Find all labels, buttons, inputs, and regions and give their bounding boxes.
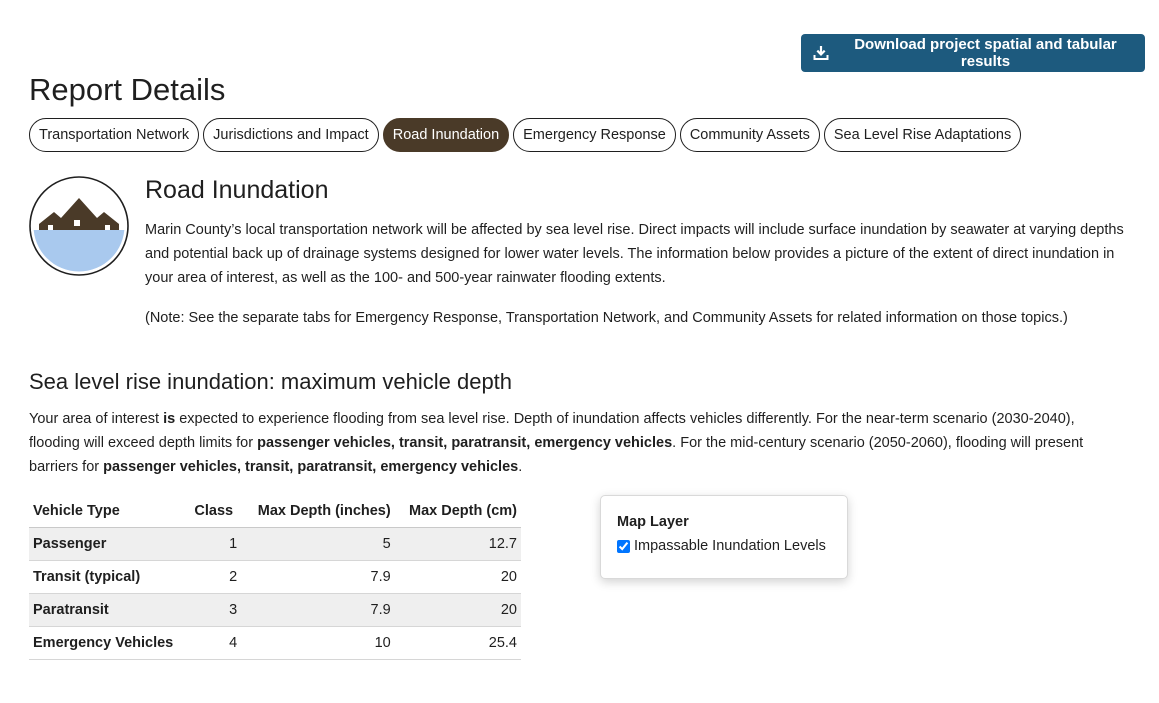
class-cell: 3 [190, 594, 241, 627]
tab-road-inundation[interactable]: Road Inundation [383, 118, 509, 152]
vehicle-type-cell: Transit (typical) [29, 561, 190, 594]
depth-cm-cell: 12.7 [395, 528, 521, 561]
impassable-inundation-option[interactable] [617, 538, 831, 554]
flooded-houses-icon [29, 176, 129, 276]
map-layer-title: Map Layer [617, 514, 689, 530]
mid-century-vehicles: passenger vehicles, transit, paratransit, emergency vehicles [103, 459, 519, 475]
vehicle-type-cell: Paratransit [29, 594, 190, 627]
report-tabs [29, 118, 1025, 152]
download-results-label: Download project spatial and tabular results [854, 36, 1117, 70]
depth-cm-cell: 20 [395, 594, 521, 627]
slr-text-2: expected to experience flooding from sea level rise. Depth of inundation affects vehicles differently. For the near-term scenario (2030-2040), flooding will exceed depth limits for [29, 411, 1075, 451]
slr-paragraph [29, 407, 1129, 479]
download-results-button[interactable] [801, 34, 1145, 72]
page-title: Report Details [29, 72, 226, 107]
depth-inches-cell: 5 [241, 528, 394, 561]
intro-paragraph: Marin County’s local transportation network will be affected by sea level rise. Direct impacts will include surface inundation by seawater at varying depths and potential back up of drainage systems designed for lower water levels. The information below provides a picture of the extent of direct inundation in your area of interest, as well as the 100- and 500-year rainwater flooding extents. [145, 222, 1124, 286]
slr-text-is: is [163, 411, 176, 427]
depth-inches-cell: 7.9 [241, 561, 394, 594]
vehicle-type-cell: Emergency Vehicles [29, 627, 190, 660]
vehicle-type-cell: Passenger [29, 528, 190, 561]
tab-community-assets[interactable]: Community Assets [680, 118, 820, 152]
table-row [29, 528, 521, 561]
near-term-vehicles: passenger vehicles, transit, paratransit, emergency vehicles [257, 435, 673, 451]
class-cell: 1 [190, 528, 241, 561]
table-row [29, 627, 521, 660]
note-paragraph: (Note: See the separate tabs for Emergency Response, Transportation Network, and Community Assets for related information on those topics.) [145, 310, 1068, 326]
tab-emergency-response[interactable]: Emergency Response [513, 118, 676, 152]
class-cell: 4 [190, 627, 241, 660]
section-title: Road Inundation [145, 176, 329, 204]
depth-cm-cell: 20 [395, 561, 521, 594]
table-row [29, 561, 521, 594]
depth-inches-cell: 10 [241, 627, 394, 660]
tab-jurisdictions-and-impact[interactable]: Jurisdictions and Impact [203, 118, 379, 152]
depth-inches-cell: 7.9 [241, 594, 394, 627]
tab-transportation-network[interactable]: Transportation Network [29, 118, 199, 152]
impassable-inundation-checkbox[interactable] [617, 540, 630, 553]
slr-text-3: . For the mid-century scenario (2050-2060), flooding will present barriers for [29, 435, 1084, 475]
col-class: Class [190, 495, 241, 528]
depth-cm-cell: 25.4 [395, 627, 521, 660]
vehicle-depth-table [29, 495, 521, 660]
impassable-inundation-label: Impassable Inundation Levels [634, 538, 826, 554]
tab-sea-level-rise-adaptations[interactable]: Sea Level Rise Adaptations [824, 118, 1021, 152]
slr-subtitle: Sea level rise inundation: maximum vehicle depth [29, 369, 513, 394]
col-max-depth-cm: Max Depth (cm) [395, 495, 521, 528]
slr-text-4: . [518, 459, 523, 475]
map-layer-panel [600, 495, 848, 579]
download-icon [813, 45, 829, 61]
table-header-row [29, 495, 521, 528]
col-vehicle-type: Vehicle Type [29, 495, 190, 528]
col-max-depth-inches: Max Depth (inches) [241, 495, 394, 528]
table-row [29, 594, 521, 627]
class-cell: 2 [190, 561, 241, 594]
slr-text-1: Your area of interest [29, 411, 164, 427]
